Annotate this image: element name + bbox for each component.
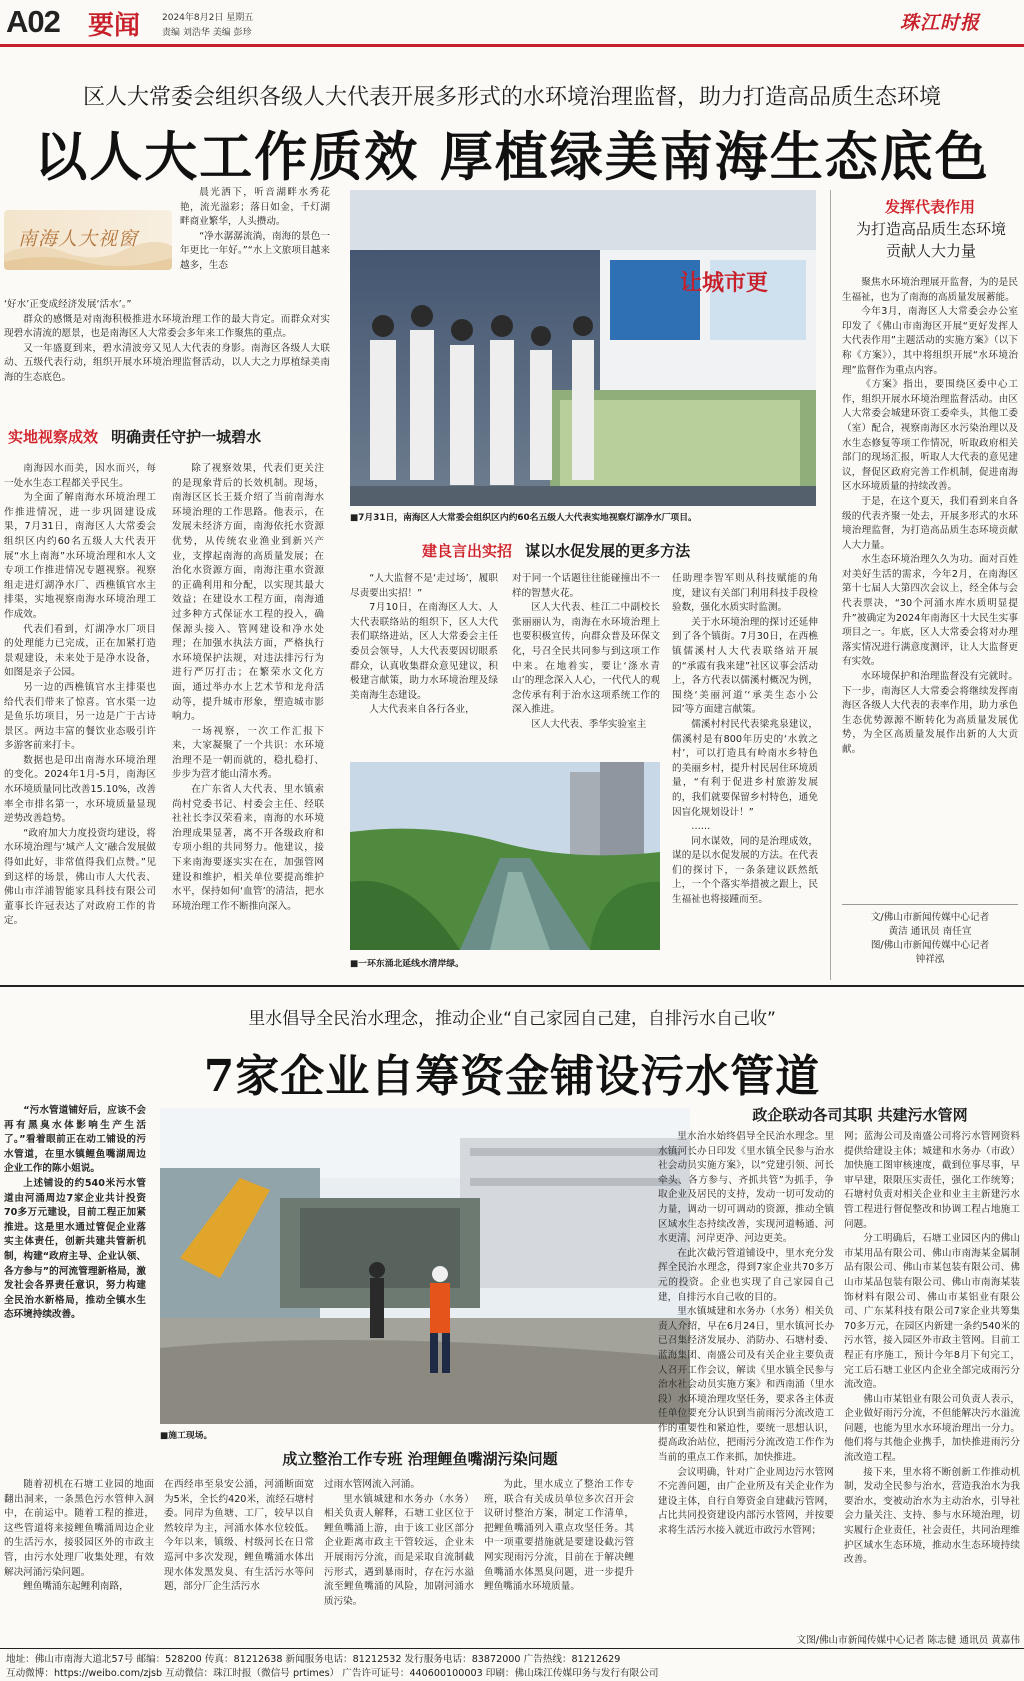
paragraph: 代表们看到，灯湖净水厂项目的处理能力已完成，正在加紧打造景观建设，未来处于是净水设备，如图是亲子公园。 <box>4 623 156 679</box>
section3-column-2 <box>164 1478 314 1644</box>
lead-right <box>180 186 330 296</box>
paragraph: 儒溪村村民代表梁兆泉建议，儒溪村是有800年历史的‘水敦之村’，可以打造具有岭南水乡特色的美丽乡村，提升村民居住环境质量，“有利于促进乡村旅游发展的，我们就要保留乡村特色，通免因盲化规划设计！” <box>672 718 818 818</box>
photo2-caption: ■一环东涌北延线水清岸绿。 <box>350 959 464 969</box>
paragraph: 水环境保护和治理监督没有完就时。下一步，南海区人大常委会将继续发挥南海区各级人大代表的表率作用，助力承色生态优势源源不断转化为高质量发展优势，为全区高质量发展作出新的人大贡献。 <box>842 671 1018 755</box>
section2-head-black: 谋以水促发展的更多方法 <box>525 542 691 560</box>
section2-column-1 <box>350 572 498 758</box>
section4-column-1 <box>658 1130 834 1630</box>
paragraph: 聚焦水环境治理展开监督，为的是民生福祉，也为了南海的高质量发展蓄能。 <box>842 277 1018 303</box>
paragraph: 会议明确，针对广企业周边污水管网不完善问题，由广企业所及有关企业作为建设主体，自行自筹资金自建截污管网，占比共同投资建设内部污水管网，并按要求将生活污水接入就近市政污水管网； <box>658 1466 834 1537</box>
byline-line: 钟祥泓 <box>915 954 945 965</box>
side-column <box>842 276 1018 896</box>
photo-sign-text: 让城市更 <box>680 271 769 296</box>
paragraph: 在西经串至泉安公涌，河涌断面宽为5米，全长约420米，流经石塘村委。同岸为鱼塘、工厂，较早以自然较岸为主，河涌水体水位较低。今年以来，镇级、村级河长在日常巡河中多次发现，鲤鱼嘴涌水体出现水体发黑发臭、有生活污水等问题，部分厂企生活污水 <box>164 1479 314 1593</box>
byline-line: 图/佛山市新闻传媒中心记者 <box>870 940 990 951</box>
side-head-red: 发挥代表作用 <box>884 198 975 216</box>
paragraph: 另一边的西樵镇官水主排渠也给代表们带来了惊喜。官水渠一边是鱼乐坊项目，另一边是广于古诗景区。两边丰富的餐饮业态吸引许多游客前来打卡。 <box>4 681 156 752</box>
photo3-caption: ■施工现场。 <box>160 1431 213 1441</box>
section2-column-2 <box>512 572 660 758</box>
masthead-rule <box>0 44 1024 47</box>
story2-lead-column <box>4 1104 146 1438</box>
paragraph: 里水镇城建和水务办（水务）相关负责人介绍，早在6月24日，里水镇河长办已召集经济发展办、消防办、石塘村委、蓝海集团、南盛公司及有关企业主要负责人召开工作会议，解读《里水镇全民参与治水社会动员实施方案》和西南涌（里水段）水环境治理攻坚任务，要求各主体责任单位要充分认识到当前雨污分流改造工作的重要性和紧迫性，要统一思想认识，提高政治站位，把雨污分流改造工作作为当前的重点工作来抓，加快推进。 <box>658 1306 834 1464</box>
paragraph: 在广东省人大代表、里水镇索尚村党委书记、村委会主任、经联社社长李汉荣看来，南海的水环境治理成果显著，离不开各级政府和专项小组的共同努力。他建议，接下来南海要逐实实在在，加强管网建设和维护，相关单位要提高维护水平，保持如何‘血管’的清洁，把水环境治理工作不断推向深入。 <box>172 784 324 912</box>
story2-byline: 文图/佛山市新闻传媒中心记者 陈志健 通讯员 黄嘉伟 <box>796 1635 1020 1646</box>
section2-head <box>422 540 782 561</box>
badge-title: 南海人大视窗 <box>18 228 139 250</box>
paragraph: “污水管道铺好后，应该不会再有黑臭水体影响生产生活了。”看着眼前正在动工铺设的污水管道，在里水镇鲤鱼嘴湖周边企业工作的陈小姐说。 <box>4 1105 146 1175</box>
photo-construction <box>160 1108 690 1424</box>
section1-column-1 <box>4 462 156 970</box>
paragraph: 又一年盛夏到来，碧水清波旁又见人大代表的身影。南海区各级人大联动、五级代表行动，组织开展水环境治理监督活动，以人大之力厚植绿美南海的生态底色。 <box>4 342 330 383</box>
paragraph: 为全面了解南海水环境治理工作推进情况，进一步巩固建设成果，7月31日，南海区人大常委会组织区内约60名五级人大代表开展“水上南海”水环境治理和水人文专项工作推进情况专题视察。视察组走进灯湖净水厂、西樵镇官水主排渠，实地视察南海水环境治理工作成效。 <box>4 492 156 620</box>
byline-line: 黄洁 通讯员 南任宣 <box>888 926 972 937</box>
paragraph: 分工明确后，石塘工业园区内的佛山市某用品有限公司、佛山市南海某金属制品有限公司、佛山市某包装有限公司、佛山市某品包装有限公司、佛山市南海某装饰材料有限公司、佛山市某铝业有限公司、广东某科技有限公司7家企业共筹集70多万元，在园区内新建一条约540米的污水管，接入园区外市政主管网。目前工程正有序施工，预计今年8月下旬完工，完工后石塘工业区内企业全部完成雨污分流改造。 <box>844 1233 1020 1391</box>
section2-column-3 <box>672 572 818 974</box>
issue-date: 2024年8月2日 星期五 <box>162 13 254 23</box>
column-divider <box>830 190 831 980</box>
paragraph: 过雨水管网流入河涌。 <box>324 1479 420 1490</box>
newspaper-logo: 珠江时报 <box>900 12 981 34</box>
paragraph: 群众的感慨是对南海积极推进水环境治理工作的最大肯定。而群众对实现碧水清流的愿景，也是南海区人大常委会多年来工作聚焦的重点。 <box>4 313 330 340</box>
paragraph: 一场视察，一次工作汇报下来，大家凝聚了一个共识：水环境治理不是一朝而就的，稳扎稳打、步步为营才能山清水秀。 <box>172 725 324 781</box>
lead-full <box>4 298 330 410</box>
paragraph: 在此次截污管道铺设中，里水充分发挥全民治水理念，得到7家企业共70多万元的投资。企业也实现了自己家园自己建，自排污水自己收的目的。 <box>658 1247 834 1303</box>
photo1-caption: ■7月31日，南海区人大常委会组织区内约60名五级人大代表实地视察灯湖净水厂项目。 <box>350 513 697 523</box>
paragraph: 《方案》指出，要围绕区委中心工作，组织开展水环境治理监督活动。由区人大常委会城建环资工委牵头，其他工委（室）配合，视察南海区水污染治理以及水生态修复等项工作情况，听取政府相关部门的现场汇报，听取人大代表的意见建议，督促区政府完善工作机制，促进南海区水环境质量的持续改善。 <box>842 379 1018 493</box>
paragraph: 关于水环境治理的探讨还延伸到了各个镇街。7月30日，在西樵镇儒溪村人大代表联络站开展的“承霞有我来建”社区议事会活动上，各方代表以儒溪村概况为例，围绕‘美丽河道’‘承美生态小公园’等方面建言献策。 <box>672 616 818 716</box>
paragraph: 晨光洒下，听音湖畔水秀花艳，流光溢彩；落日如金，千灯湖畔商业繁华，人头攒动。 <box>180 187 330 228</box>
paragraph: 对于同一个话题往往能碰撞出不一样的智慧火花。 <box>512 573 660 599</box>
section3-head: 成立整治工作专班 治理鲤鱼嘴湖污染问题 <box>282 1450 558 1468</box>
section4-head: 政企联动各司其职 共建污水管网 <box>752 1106 968 1124</box>
paragraph: 鲤鱼嘴涌东起鲤利南路， <box>23 1581 129 1593</box>
photo-river <box>350 762 660 950</box>
paragraph: “政府加大力度投资均建设，将水环境治理与‘城产人文’融合发展做得如此好，非常值得我们点赞。”见到这样的场景，佛山市人大代表、佛山市洋浦智能家具科技有限公司董事长许冠表达了对政府工作的肯定。 <box>4 827 156 927</box>
paragraph: 人大代表来自各行各业， <box>369 704 475 716</box>
side-head-black: 为打造高品质生态环境贡献人大力量 <box>855 220 1006 260</box>
story1-headline: 以人大工作质效 厚植绿美南海生态底色 <box>34 126 990 188</box>
story-divider <box>0 985 1024 987</box>
paragraph: 同水谋效，同的是治理成效，谋的是以水促发展的方法。在代表们的探讨下，一条条建议跃然纸上，一个个落实举措被之跟上，民生福祉也将接踵而至。 <box>672 835 818 906</box>
paragraph: 除了视察效果，代表们更关注的是现象背后的长效机制。现场，南海区区长王聂介绍了当前南海水环境治理的工作思路。他表示，在发展未经济方面，南海依托水资源优势，从传统农业渔业到新兴产业，支撑起南海的高质量发展；在治化水资源方面，南海注重水资源的正确利用和分配，以实现其最大效益；在建设水工程方面，南海通过多种方式保证水工程的投入，确保源头接入、管网建设和净水处理；在加强水执法方面，严格执行水环境保护法规，对违法排污行为进行严厉打击；在繁荣水文化方面，通过举办水上艺术节和龙舟活动等，提升城市形象，塑造城市影响力。 <box>172 463 324 723</box>
paragraph: 上述铺设的约540米污水管道由河涌周边7家企业共计投资70多万元建设，目前工程正加紧推进。这是里水通过管促企业落实主体责任，创新共建共管新机制，构建“政府主导、企业认领、各方参与”的河流管理新格局，激发社会各界责任意识，努力构建全民治水新格局，推动全镇水生态环境持续改善。 <box>4 1177 146 1321</box>
inspection-photo-illustration <box>350 190 816 506</box>
section1-column-2 <box>172 462 324 970</box>
byline-line: 文/佛山市新闻传媒中心记者 <box>870 912 990 923</box>
paragraph: …… <box>691 821 711 833</box>
footer-social: 互动微博：https://weibo.com/zjsb 互动微信：珠江时报（微信号 prtimes） 广告许可证号：440600100003 印刷：佛山珠江传媒印务与发行有限公司 <box>6 1668 659 1679</box>
paragraph: 7月10日，在南海区人大、人大代表联络站的组织下，区人大代表们联络进站，区人大常委会主任委员会领导，人大代表要因切眼系群众，认真收集群众意见建议，积极建言献策，助力水环境治理及绿美南海生态建设。 <box>350 602 498 701</box>
paragraph: 区人大代表、桂江二中副校长张丽丽认为，南海在水环境治理上也要积极宣传，向群众普及环保文化，号召全民共同参与到这项工作中来。在地着实，要让‘涤水青山’的理念深入人心，一代代人的观念传承有利于治水这项系统工作的深入推进。 <box>512 602 660 716</box>
story1-kicker: 区人大常委会组织各级人大代表开展多形式的水环境治理监督，助力打造高品质生态环境 <box>82 85 941 110</box>
paragraph: 网；蓝海公司及南盛公司将污水管网资料提供给建设主体；城建和水务办（市政）加快施工图审核速度，截到位事尽事，早审早建，限限压实责任，强化工作统筹；石塘村负责对相关企业和业主主新建污水管工程进行督促整改和协调工程占地施工问题。 <box>844 1131 1020 1230</box>
story2-headline: 7家企业自筹资金铺设污水管道 <box>203 1051 821 1102</box>
section4-column-2 <box>844 1130 1020 1620</box>
photo-inspection <box>350 190 816 506</box>
paragraph: “净水潺潺流淌，南海的景色一年更比一年好。”“水上文旅项目越来越多，生态 <box>180 230 330 271</box>
section3-column-4 <box>484 1478 634 1644</box>
section1-head-black: 明确责任守护一城碧水 <box>111 428 262 446</box>
story1-byline <box>842 904 1018 967</box>
paragraph: 数据也是印出南海水环境治理的变化。2024年1月-5月，南海区水环境质量同比改善15.10%，改善率全市排名第一，水环境质量显现逆势改善趋势。 <box>4 754 156 825</box>
section1-head <box>8 426 338 447</box>
page-number: A02 <box>6 4 60 39</box>
section-name: 要闻 <box>88 11 141 41</box>
construction-photo-illustration <box>160 1108 690 1424</box>
paragraph: 于是，在这个夏天，我们看到来自各级的代表齐聚一处去，开展多形式的水环境治理监督，为打造高品质生态环境贡献人大力量。 <box>842 495 1018 551</box>
paragraph: 任助理李智军则从科技赋能的角度，建议有关部门利用科技手段检验数，强化水质实时监测。 <box>672 573 818 614</box>
section3-column-3 <box>324 1478 474 1644</box>
paragraph: 为此，里水成立了整治工作专班，联合有关成员单位多次召开会议研讨整治方案，制定工作清单，把鲤鱼嘴涌列入重点攻坚任务。其中一项重要措施就是要建设截污管网实现雨污分流，目前在于解决鲤鱼嘴涌水体黑臭问题，进一步提升鲤鱼嘴涌水环境质量。 <box>484 1479 634 1593</box>
paragraph: 南海因水而美，因水而兴，每一处水生态工程都关乎民生。 <box>4 463 156 489</box>
column-badge <box>4 210 172 270</box>
paragraph: 随着初机在石塘工业园的地面翻出洞来，一条黑色污水管伸入洞中，在前运中。随着工程的推进，这些管道将来接鲤鱼嘴涌周边企业的生活污水，接驳园区外的市政主管，由污水处理厂收集处理，有效解决河涌污染问题。 <box>4 1479 154 1578</box>
paragraph: 里水治水始终倡导全民治水理念。里水镇河长办日印发《里水镇全民参与治水社会动员实施方案》，以“党建引领、河长牵头、各方参与、齐抓共管”为抓手，争取企业及居民的支持，发动一切可发动的力量，调动一切可调动的资源，推动全镇区域水生态持续改善，实现河道畅通、河水更清、河岸更净、河边更美。 <box>658 1131 834 1245</box>
section2-head-red: 建良言出实招 <box>422 542 513 560</box>
footer-contact: 地址：佛山市南海大道北57号 邮编：528200 传真：81212638 新闻服务电话：81212532 发行服务电话：83872000 广告热线：81212629 <box>6 1654 621 1665</box>
paragraph: 接下来，里水将不断创新工作推动机制，发动全民参与治水，营造我治水为我要治水，变被动治水为主动治水，引导社会力量关注、支持、参与水环境治理，切实履行企业责任，社会责任，共同治理维护区域水生态环境，推动水生态环境持续改善。 <box>844 1466 1020 1566</box>
paragraph: 佛山市某铝业有限公司负责人表示，企业做好雨污分流，不但能解决污水溢流问题，也能为里水水环境治理出一分力。他们将与其他企业携手，加快推进雨污分流改造工程。 <box>844 1393 1020 1464</box>
paragraph: ‘好水’正变成经济发展‘活水’。” <box>4 299 132 310</box>
paragraph: 今年3月，南海区人大常委会办公室印发了《佛山市南海区开展“更好发挥人大代表作用”主题活动的实施方案》（以下称《方案》），其中将组织开展“水环境治理”监督作为重点内容。 <box>842 306 1018 376</box>
paragraph: 里水镇城建和水务办（水务）相关负责人解释，石塘工业区位于鲤鱼嘴涌上游，由于该工业区部分企业距离市政主干管较远，企业未开展雨污分流，而是采取自流制截污形式，遇到暴雨时，存在污水溢流至鲤鱼嘴涌的风险，加剧河涌水质污染。 <box>324 1493 474 1607</box>
river-photo-illustration <box>350 762 660 950</box>
section1-head-red: 实地视察成效 <box>8 428 99 446</box>
story2-kicker: 里水倡导全民治水理念，推动企业“自己家园自己建，自排污水自己收” <box>248 1009 776 1029</box>
paragraph: 区人大代表、季华实验室主 <box>531 718 647 730</box>
section3-column-1 <box>4 1478 154 1644</box>
editor-credits: 责编 刘浩华 美编 彭珍 <box>162 28 252 38</box>
paragraph: 水生态环境治理久久为功。面对百姓对美好生活的需求，今年2月，在南海区第十七届人大第四次会议上，经全体与会代表票决，“30个河涌水库水质明显提升”被确定为2024年南海区十大民生实事项目之一。年底，区人大常委会将对办理落实情况进行满意度测评，让人大监督更有实效。 <box>842 554 1018 668</box>
footer-rule <box>0 1648 1024 1649</box>
paragraph: “人大监督不是‘走过场’，履职尽责要出实招！” <box>350 573 498 599</box>
